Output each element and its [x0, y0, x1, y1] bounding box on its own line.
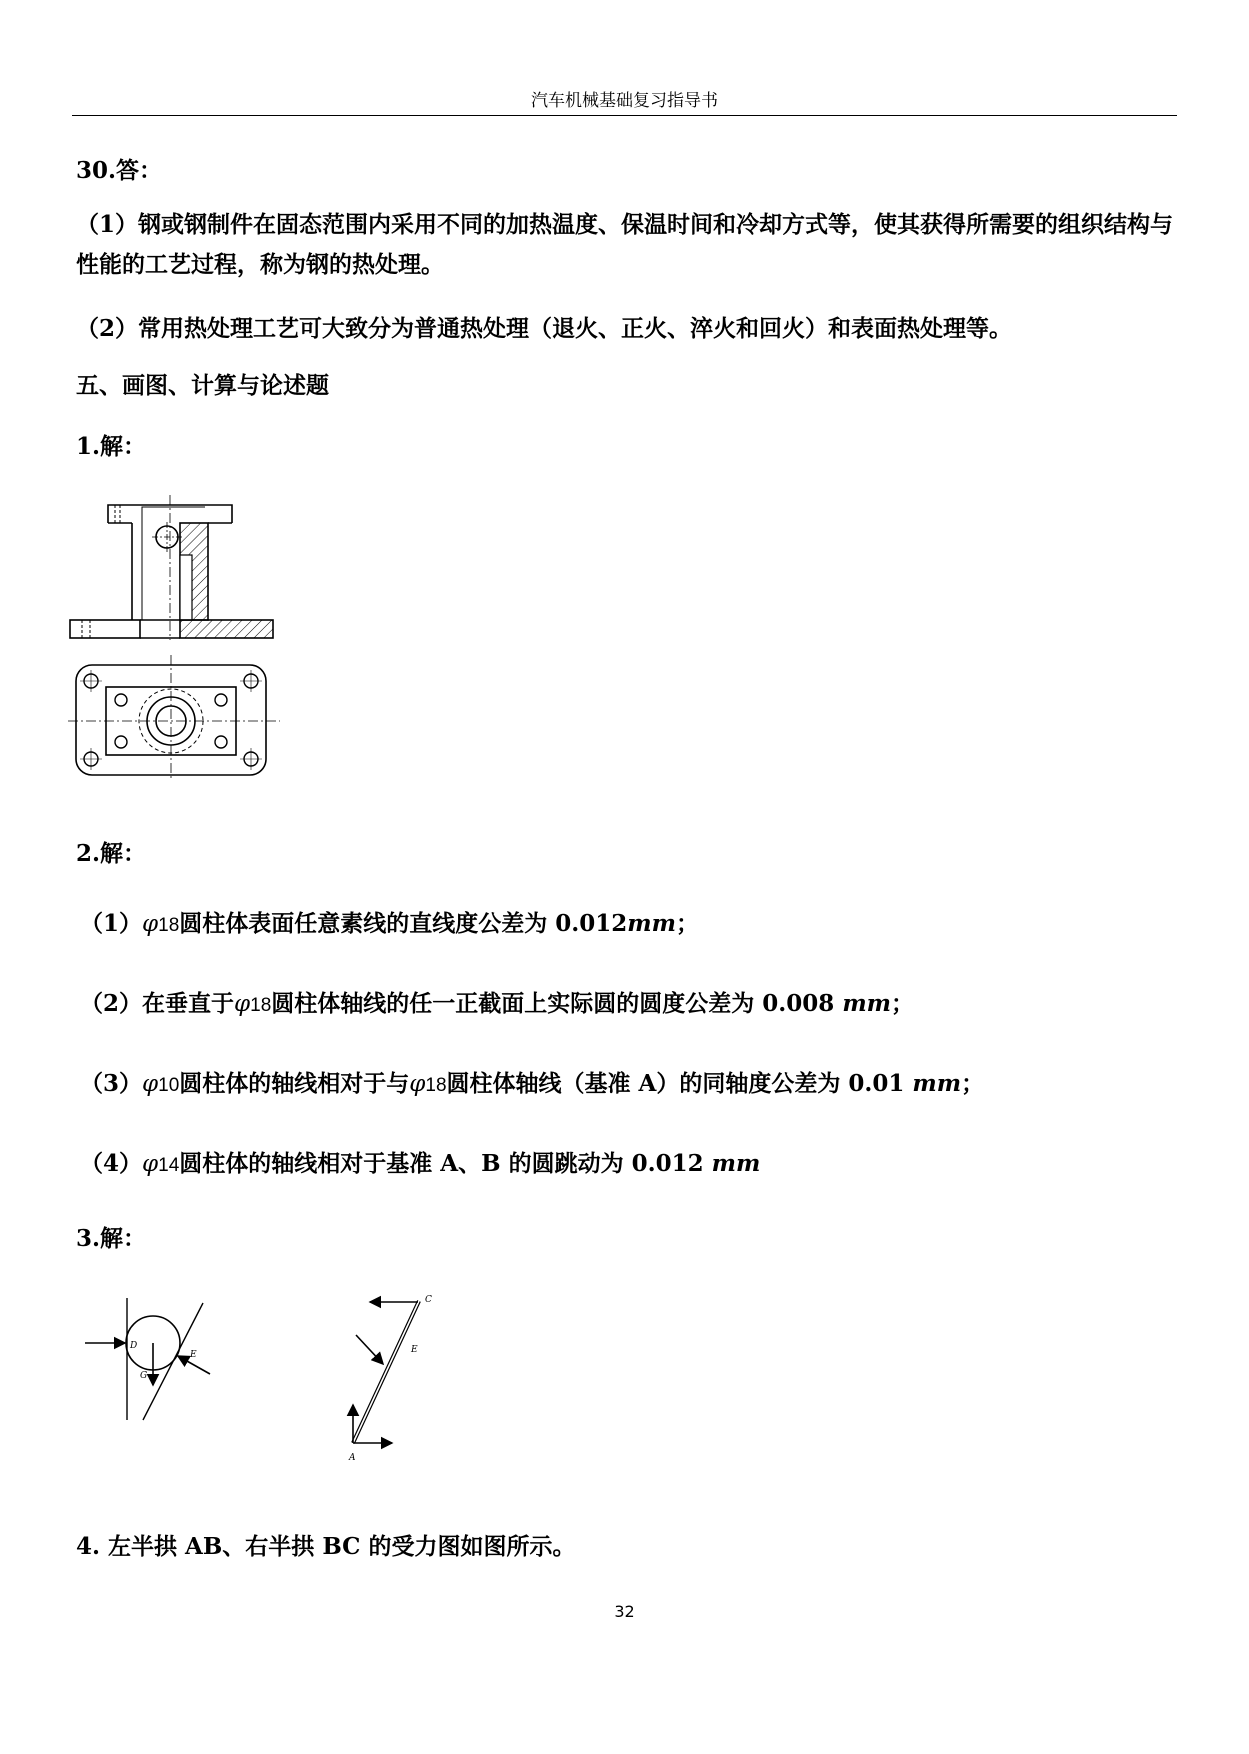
header-rule [72, 115, 1177, 116]
q3-rod-free-body-diagram [325, 1288, 455, 1468]
q2-item-2: （2）在垂直于φ18圆柱体轴线的任一正截面上实际圆的圆度公差为 0.008 mm； [80, 990, 914, 1017]
q2-item-3: （3）φ10圆柱体的轴线相对于与φ18圆柱体轴线（基准 A）的同轴度公差为 0.01 mm； [80, 1070, 985, 1097]
q1-top-view [68, 655, 283, 780]
q1-front-section-view [60, 495, 275, 645]
part-5-heading: 五、画图、计算与论述题 [76, 372, 329, 399]
section-30-paragraph-2: （2）常用热处理工艺可大致分为普通热处理（退火、正火、淬火和回火）和表面热处理等。 [76, 315, 1013, 342]
label-a: A [349, 1453, 356, 1463]
label-e: E [411, 1345, 418, 1355]
label-e: E [190, 1350, 197, 1360]
q2-heading: 2.解： [76, 840, 147, 867]
q4-text: 4. 左半拱 AB、右半拱 BC 的受力图如图所示。 [76, 1533, 576, 1560]
label-c: C [425, 1295, 432, 1305]
q2-item-4: （4）φ14圆柱体的轴线相对于基准 A、B 的圆跳动为 0.012 mm [80, 1150, 761, 1177]
q2-item-1: （1）φ18圆柱体表面任意素线的直线度公差为 0.012mm； [80, 910, 699, 937]
label-d: D [130, 1341, 138, 1351]
section-30-paragraph-1: （1）钢或钢制件在固态范围内采用不同的加热温度、保温时间和冷却方式等，使其获得所需要的组织结构与性能的工艺过程，称为钢的热处理。 [76, 211, 1174, 278]
running-head: 汽车机械基础复习指导书 [531, 91, 718, 111]
q3-ball-free-body-diagram [80, 1298, 230, 1423]
q1-heading: 1.解： [76, 433, 147, 460]
q3-heading: 3.解： [76, 1225, 147, 1252]
page-number: 32 [614, 1602, 635, 1621]
section-30-heading: 30.答： [76, 157, 163, 184]
label-g: G [140, 1371, 148, 1381]
